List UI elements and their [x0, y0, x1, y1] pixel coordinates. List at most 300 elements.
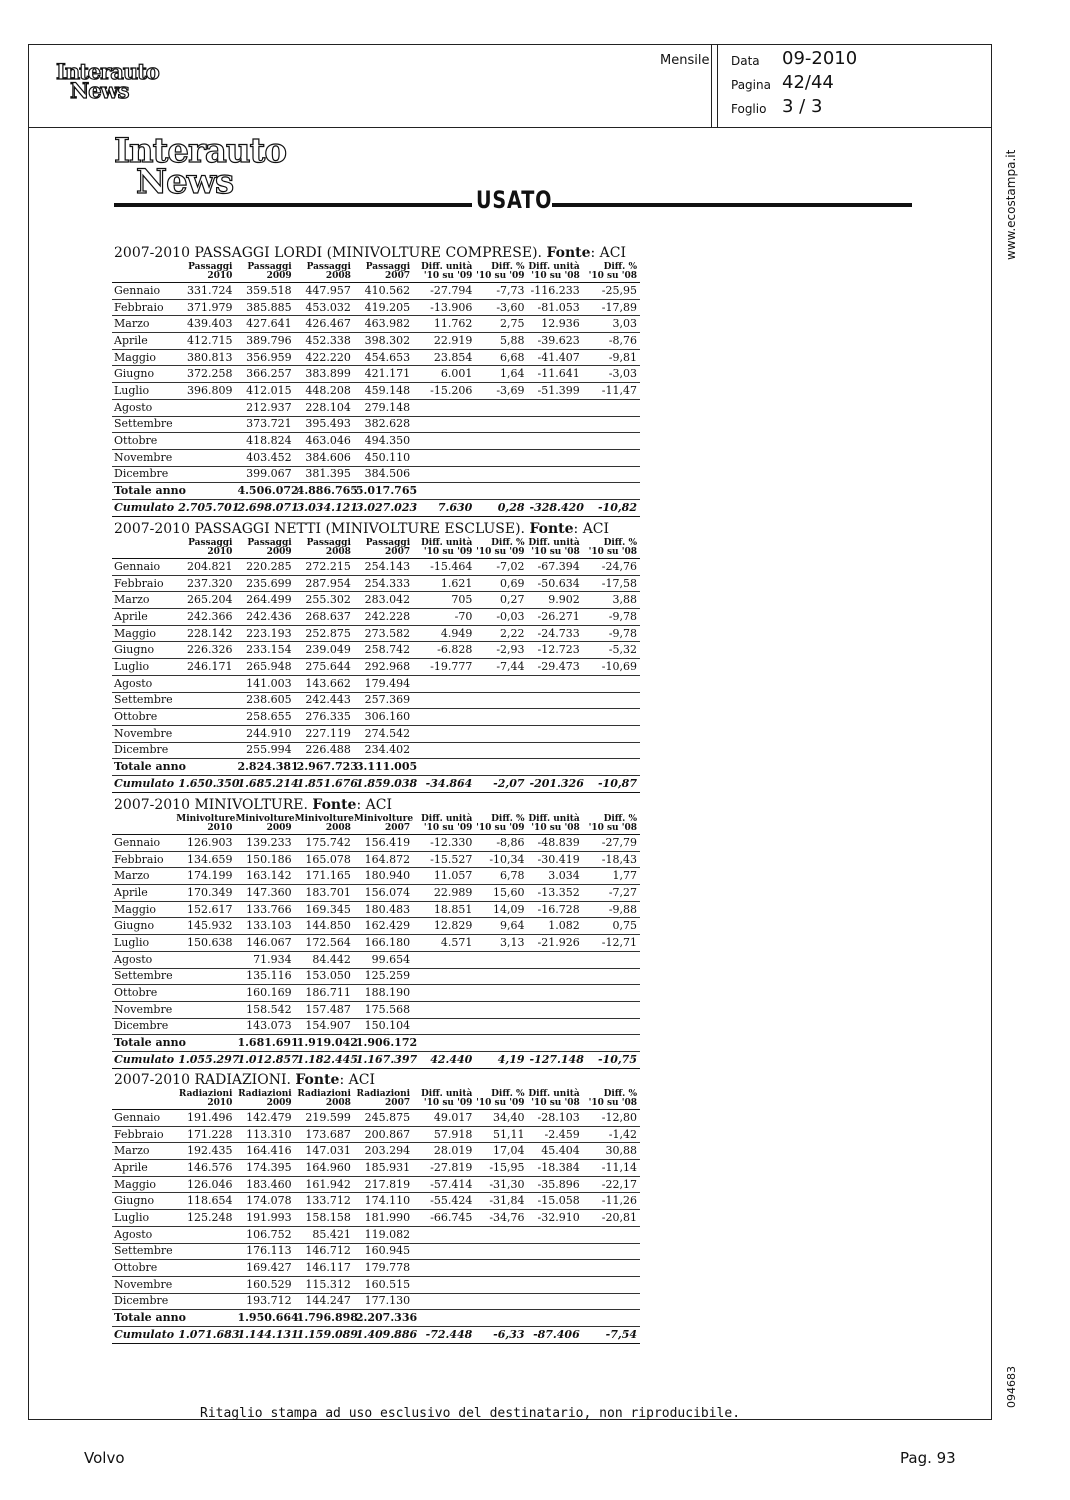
table-cell — [475, 1018, 527, 1035]
row-label: Novembre — [112, 1276, 176, 1293]
table-cell: 265.204 — [176, 592, 235, 609]
row-label: Febbraio — [112, 1126, 176, 1143]
table-cell — [475, 433, 527, 450]
table-row — [112, 333, 640, 350]
table-cell: 275.644 — [295, 659, 354, 676]
table-cell: -7,27 — [583, 885, 640, 902]
table-row — [112, 1126, 640, 1143]
table-cell: 6,68 — [475, 349, 527, 366]
table-row — [112, 399, 640, 416]
column-header — [354, 815, 413, 835]
column-header-line2: '10 su '08 — [531, 547, 580, 557]
table-cell: 1.796.898 — [295, 1310, 354, 1327]
table-cell — [528, 968, 583, 985]
table-cell: 426.467 — [295, 316, 354, 333]
row-label: Giugno — [112, 642, 176, 659]
column-header — [295, 263, 354, 283]
table-cell: 242.366 — [176, 609, 235, 626]
table-cell: 0,75 — [583, 918, 640, 935]
table-cell: 380.813 — [176, 349, 235, 366]
table-cell: 158.542 — [235, 1001, 294, 1018]
table-cell: 51,11 — [475, 1126, 527, 1143]
row-label: Gennaio — [112, 1110, 176, 1127]
table-cell: 255.302 — [295, 592, 354, 609]
table-cell — [176, 1243, 235, 1260]
table-cell: 146.067 — [235, 935, 294, 952]
table-cell: 45.404 — [528, 1143, 583, 1160]
table-cell: 5.017.765 — [354, 483, 413, 500]
row-label: Agosto — [112, 399, 176, 416]
table-cell — [413, 399, 475, 416]
column-header — [528, 263, 583, 283]
row-label: Maggio — [112, 1176, 176, 1193]
table-cell: -2,07 — [475, 775, 527, 792]
column-header-line1: Diff. unità — [420, 538, 473, 548]
table-cell: -5,32 — [583, 642, 640, 659]
column-header-line2: 2009 — [266, 1098, 292, 1108]
row-label: Dicembre — [112, 466, 176, 483]
table-cell: 113.310 — [235, 1126, 294, 1143]
table-cell: 22.919 — [413, 333, 475, 350]
table-cell: 146.117 — [295, 1260, 354, 1277]
table-cell: 396.809 — [176, 383, 235, 400]
table-cell: 385.885 — [235, 299, 294, 316]
column-header — [413, 1090, 475, 1110]
table-cell — [583, 968, 640, 985]
table-cell: 171.165 — [295, 868, 354, 885]
column-header — [583, 815, 640, 835]
column-header-line2: '10 su '09 — [476, 547, 525, 557]
table-cell — [528, 466, 583, 483]
table-cell: 179.494 — [354, 675, 413, 692]
table-cell: 164.960 — [295, 1160, 354, 1177]
table-row — [112, 466, 640, 483]
table-cell: -51.399 — [528, 383, 583, 400]
table-cell: 228.104 — [295, 399, 354, 416]
table-cell: 141.003 — [235, 675, 294, 692]
column-header-line2: '10 su '08 — [531, 823, 580, 833]
column-header-line2: 2010 — [207, 1098, 233, 1108]
table-cell: 439.403 — [176, 316, 235, 333]
table-title-text: 2007-2010 MINIVOLTURE. — [114, 797, 313, 813]
table-cell: 254.143 — [354, 559, 413, 576]
row-label: Agosto — [112, 675, 176, 692]
column-header-line1: Diff. unità — [420, 262, 473, 272]
table-cell — [176, 1226, 235, 1243]
table-cell: -70 — [413, 609, 475, 626]
total-row — [112, 759, 640, 776]
table-cell: 150.104 — [354, 1018, 413, 1035]
table-cell: 183.460 — [235, 1176, 294, 1193]
column-header-line1: Diff. % — [603, 1089, 637, 1099]
table-cell: 463.982 — [354, 316, 413, 333]
row-label: Dicembre — [112, 742, 176, 759]
column-header-line1: Passaggi — [188, 262, 233, 272]
table-cell: -10,82 — [583, 499, 640, 516]
table-cell — [528, 1018, 583, 1035]
table-cell: 173.687 — [295, 1126, 354, 1143]
table-cell: 135.116 — [235, 968, 294, 985]
column-header — [176, 1090, 235, 1110]
table-cell — [475, 399, 527, 416]
column-header-line1: Diff. % — [491, 262, 525, 272]
table-cell — [176, 725, 235, 742]
table-cell: -3,03 — [583, 366, 640, 383]
table-cell: 85.421 — [295, 1226, 354, 1243]
table-cell: 200.867 — [354, 1126, 413, 1143]
table-cell: -27.819 — [413, 1160, 475, 1177]
table-cell: 257.369 — [354, 692, 413, 709]
table-cell: 223.193 — [235, 625, 294, 642]
table-cell: -13.906 — [413, 299, 475, 316]
column-header-line2: 2010 — [207, 547, 233, 557]
footer-note: Ritaglio stampa ad uso esclusivo del destinatario, non riproducibile. — [200, 1406, 741, 1421]
table-cell — [413, 1276, 475, 1293]
table-cell: -6,33 — [475, 1326, 527, 1343]
table-row — [112, 383, 640, 400]
table-cell: 227.119 — [295, 725, 354, 742]
table-cell: 6,78 — [475, 868, 527, 885]
table-row — [112, 742, 640, 759]
column-header — [176, 539, 235, 559]
table-title-source: : ACI — [356, 797, 392, 813]
table-cell: -116.233 — [528, 283, 583, 300]
table-cell: -1,42 — [583, 1126, 640, 1143]
table-cell: 274.542 — [354, 725, 413, 742]
data-table — [112, 263, 640, 517]
side-url — [1004, 140, 1020, 260]
table-cell — [583, 1035, 640, 1052]
table-title — [114, 1072, 375, 1088]
table-cell — [413, 692, 475, 709]
table-cell: -10,75 — [583, 1051, 640, 1068]
table-cell: -26.271 — [528, 609, 583, 626]
table-row — [112, 985, 640, 1002]
table-cell: 144.247 — [295, 1293, 354, 1310]
table-cell: -31,84 — [475, 1193, 527, 1210]
column-header-line1: Diff. % — [491, 538, 525, 548]
column-header-line2: '10 su '08 — [531, 1098, 580, 1108]
table-cell: 143.662 — [295, 675, 354, 692]
column-header-line2: '10 su '09 — [423, 271, 473, 281]
table-cell — [176, 951, 235, 968]
table-cell — [475, 968, 527, 985]
table-cell: -6.828 — [413, 642, 475, 659]
row-label: Cumulato — [112, 1051, 176, 1068]
row-label: Maggio — [112, 625, 176, 642]
table-cell: 233.154 — [235, 642, 294, 659]
table-cell — [528, 759, 583, 776]
header-cell-empty — [112, 1090, 176, 1110]
table-cell: -10,69 — [583, 659, 640, 676]
table-row — [112, 1110, 640, 1127]
table-row — [112, 851, 640, 868]
table-cell: -127.148 — [528, 1051, 583, 1068]
row-label: Giugno — [112, 1193, 176, 1210]
row-label: Cumulato — [112, 1326, 176, 1343]
table-cell: 142.479 — [235, 1110, 294, 1127]
table-cell: 11.057 — [413, 868, 475, 885]
column-header-line1: Minivolture — [176, 814, 236, 824]
pagina-label: Pagina — [731, 78, 771, 92]
table-cell — [475, 742, 527, 759]
table-cell: -10,87 — [583, 775, 640, 792]
table-header-row — [112, 263, 640, 283]
row-label: Novembre — [112, 449, 176, 466]
table-cell: -29.473 — [528, 659, 583, 676]
table-cell: -15,95 — [475, 1160, 527, 1177]
table-row — [112, 675, 640, 692]
table-row — [112, 725, 640, 742]
row-label: Marzo — [112, 592, 176, 609]
column-header — [475, 815, 527, 835]
row-label: Cumulato — [112, 775, 176, 792]
table-cell: -22,17 — [583, 1176, 640, 1193]
table-cell — [583, 1018, 640, 1035]
table-cell — [413, 1260, 475, 1277]
row-label: Agosto — [112, 1226, 176, 1243]
table-cell: 153.050 — [295, 968, 354, 985]
table-cell — [475, 675, 527, 692]
table-cell: 106.752 — [235, 1226, 294, 1243]
row-label: Maggio — [112, 349, 176, 366]
table-cell: 219.599 — [295, 1110, 354, 1127]
table-cell: -0,03 — [475, 609, 527, 626]
table-cell: 180.940 — [354, 868, 413, 885]
table-cell — [176, 742, 235, 759]
table-cell: 17,04 — [475, 1143, 527, 1160]
column-header-line2: '10 su '08 — [588, 823, 637, 833]
table-cell: 242.228 — [354, 609, 413, 626]
table-row — [112, 1226, 640, 1243]
table-cell — [176, 675, 235, 692]
table-cell: 22.989 — [413, 885, 475, 902]
table-cell — [413, 1243, 475, 1260]
table-cell: 4.949 — [413, 625, 475, 642]
table-cell: 1.919.042 — [295, 1035, 354, 1052]
table-cell — [176, 968, 235, 985]
total-row — [112, 1035, 640, 1052]
table-cell: -16.728 — [528, 901, 583, 918]
table-cell: -8,76 — [583, 333, 640, 350]
table-cell: -9,78 — [583, 609, 640, 626]
table-cell: -13.352 — [528, 885, 583, 902]
table-cell — [475, 692, 527, 709]
table-cell — [475, 1310, 527, 1327]
foglio-label: Foglio — [731, 102, 767, 116]
table-cell: 174.199 — [176, 868, 235, 885]
table-row — [112, 416, 640, 433]
column-header — [295, 815, 354, 835]
table-cell — [528, 1001, 583, 1018]
table-row — [112, 433, 640, 450]
table-row — [112, 1243, 640, 1260]
heading-rule-left — [114, 203, 472, 207]
table-cell: -72.448 — [413, 1326, 475, 1343]
table-cell: 4,19 — [475, 1051, 527, 1068]
column-header-line2: 2010 — [207, 823, 233, 833]
table-cell: 2.698.071 — [235, 499, 294, 516]
table-cell: -20,81 — [583, 1210, 640, 1227]
table-cell — [583, 692, 640, 709]
table-cell: 2.967.723 — [295, 759, 354, 776]
column-header-line1: Passaggi — [365, 262, 411, 272]
table-cell: 427.641 — [235, 316, 294, 333]
table-cell — [475, 1276, 527, 1293]
table-cell: -19.777 — [413, 659, 475, 676]
table-cell: 18.851 — [413, 901, 475, 918]
column-header — [176, 263, 235, 283]
table-cell: -201.326 — [528, 775, 583, 792]
table-cell: 34,40 — [475, 1110, 527, 1127]
table-cell: 234.402 — [354, 742, 413, 759]
logo-line2: News — [136, 161, 234, 202]
table-cell — [413, 449, 475, 466]
table-cell — [176, 449, 235, 466]
data-value: 09-2010 — [782, 48, 858, 69]
table-title-source-label: Fonte — [295, 1072, 340, 1088]
table-cell: 1.409.886 — [354, 1326, 413, 1343]
table-cell: 463.046 — [295, 433, 354, 450]
table-row — [112, 901, 640, 918]
table-cell: 306.160 — [354, 709, 413, 726]
column-header — [528, 539, 583, 559]
table-cell: 242.443 — [295, 692, 354, 709]
table-cell — [475, 1293, 527, 1310]
table-cell: 146.576 — [176, 1160, 235, 1177]
table-cell: 359.518 — [235, 283, 294, 300]
table-cell: 30,88 — [583, 1143, 640, 1160]
table-cell — [475, 466, 527, 483]
column-header-line1: Minivolture — [294, 814, 354, 824]
table-row — [112, 1143, 640, 1160]
row-label: Novembre — [112, 725, 176, 742]
table-cell: 5,88 — [475, 333, 527, 350]
table-cell: -87.406 — [528, 1326, 583, 1343]
table-cell: 181.990 — [354, 1210, 413, 1227]
table-cell: -31,30 — [475, 1176, 527, 1193]
table-cell — [583, 985, 640, 1002]
table-cell: 12.829 — [413, 918, 475, 935]
row-label: Gennaio — [112, 283, 176, 300]
table-cell: 174.110 — [354, 1193, 413, 1210]
column-header-line1: Diff. unità — [528, 538, 580, 548]
table-cell: 203.294 — [354, 1143, 413, 1160]
row-label: Gennaio — [112, 835, 176, 852]
table-cell: 264.499 — [235, 592, 294, 609]
logo-line1: Interauto — [56, 59, 159, 84]
table-cell: 421.171 — [354, 366, 413, 383]
table-cell: 119.082 — [354, 1226, 413, 1243]
table-cell: 170.349 — [176, 885, 235, 902]
table-cell: -39.623 — [528, 333, 583, 350]
table-cell — [583, 1243, 640, 1260]
table-cell: 133.766 — [235, 901, 294, 918]
table-header-row — [112, 539, 640, 559]
table-cell: -7,73 — [475, 283, 527, 300]
table-cell — [475, 1226, 527, 1243]
row-label: Dicembre — [112, 1018, 176, 1035]
column-header-line2: 2007 — [385, 823, 411, 833]
table-cell: 403.452 — [235, 449, 294, 466]
header-divider-right — [717, 44, 718, 128]
column-header — [583, 1090, 640, 1110]
table-cell: -41.407 — [528, 349, 583, 366]
column-header-line2: 2009 — [266, 547, 292, 557]
row-label: Settembre — [112, 416, 176, 433]
table-cell: 459.148 — [354, 383, 413, 400]
table-cell: 452.338 — [295, 333, 354, 350]
table-title-source: : ACI — [339, 1072, 375, 1088]
column-header-line2: '10 su '09 — [476, 271, 525, 281]
table-cell: -12.330 — [413, 835, 475, 852]
table-cell — [583, 1276, 640, 1293]
row-label: Marzo — [112, 1143, 176, 1160]
table-cell: 147.360 — [235, 885, 294, 902]
table-cell: 177.130 — [354, 1293, 413, 1310]
table-cell — [583, 483, 640, 500]
row-label: Febbraio — [112, 299, 176, 316]
column-header — [413, 815, 475, 835]
total-row — [112, 1310, 640, 1327]
data-label: Data — [731, 54, 760, 68]
table-cell: 150.638 — [176, 935, 235, 952]
table-row — [112, 951, 640, 968]
column-header-line2: 2007 — [385, 547, 411, 557]
periodicity-label: Mensile — [660, 53, 710, 68]
table-cell: -12,71 — [583, 935, 640, 952]
row-label: Aprile — [112, 609, 176, 626]
cumulative-row — [112, 1051, 640, 1068]
table-cell: 2,75 — [475, 316, 527, 333]
column-header-line2: '10 su '08 — [588, 271, 637, 281]
table-cell: 172.564 — [295, 935, 354, 952]
table-cell — [583, 449, 640, 466]
table-cell: 118.654 — [176, 1193, 235, 1210]
table-cell: 383.899 — [295, 366, 354, 383]
table-cell: -2,93 — [475, 642, 527, 659]
row-label: Luglio — [112, 383, 176, 400]
table-cell: 175.568 — [354, 1001, 413, 1018]
table-cell — [583, 399, 640, 416]
column-header — [583, 539, 640, 559]
table-row — [112, 559, 640, 576]
table-cell — [413, 1293, 475, 1310]
table-title — [114, 521, 609, 537]
column-header-line2: '10 su '08 — [588, 547, 637, 557]
table-row — [112, 575, 640, 592]
table-cell: 373.721 — [235, 416, 294, 433]
table-cell: 1.681.691 — [235, 1035, 294, 1052]
table-cell: 292.968 — [354, 659, 413, 676]
table-cell: -328.420 — [528, 499, 583, 516]
table-row — [112, 1001, 640, 1018]
table-cell — [475, 483, 527, 500]
table-cell — [413, 483, 475, 500]
table-row — [112, 366, 640, 383]
table-cell: 398.302 — [354, 333, 413, 350]
row-label: Aprile — [112, 1160, 176, 1177]
table-cell — [583, 742, 640, 759]
table-cell: 245.875 — [354, 1110, 413, 1127]
table-cell — [413, 968, 475, 985]
table-cell: -12,80 — [583, 1110, 640, 1127]
side-code-text: 094683 — [1005, 1366, 1018, 1408]
table-cell: 147.031 — [295, 1143, 354, 1160]
table-cell: -28.103 — [528, 1110, 583, 1127]
row-label: Settembre — [112, 1243, 176, 1260]
column-header-line1: Diff. % — [603, 814, 637, 824]
